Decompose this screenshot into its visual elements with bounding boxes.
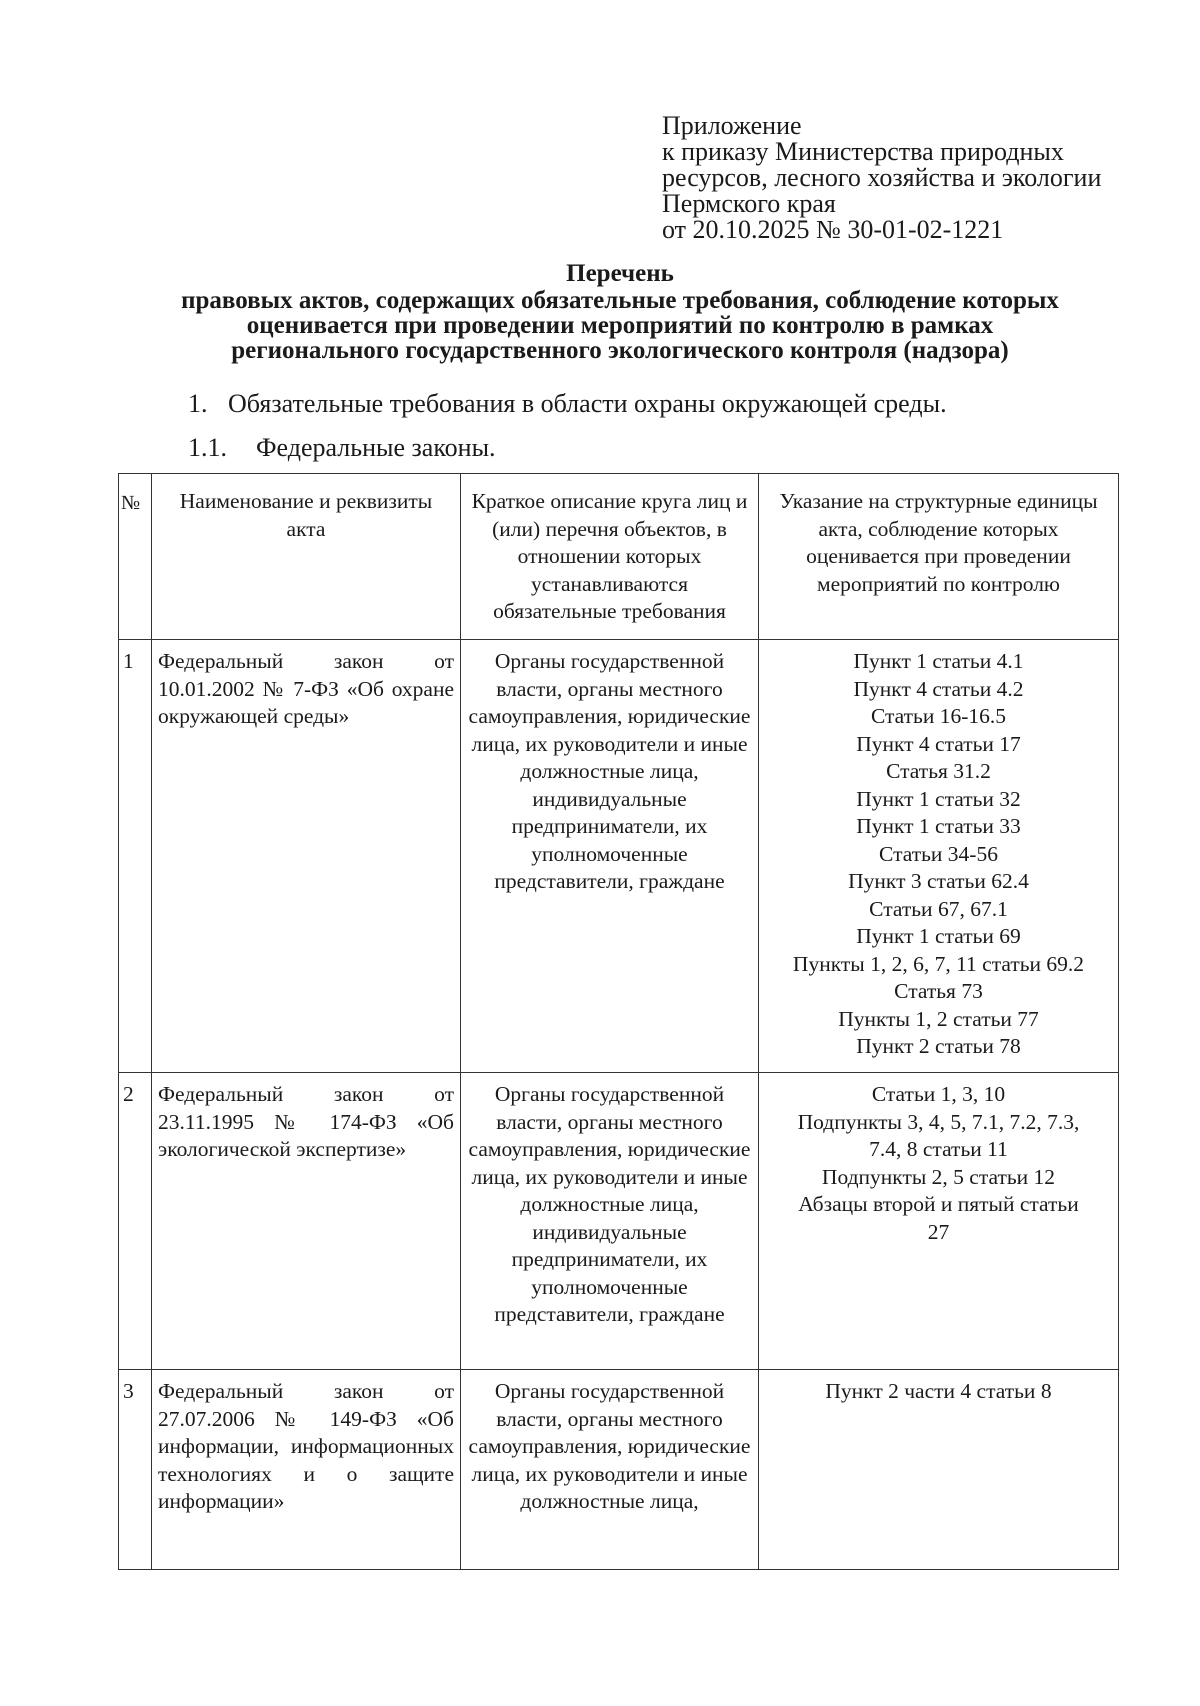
structural-units — [759, 1370, 1119, 1570]
unit-item: Пункт 1 статьи 4.1 — [853, 649, 1024, 673]
section-1-number: 1. — [188, 389, 208, 418]
unit-item: Пункт 4 статьи 4.2 — [853, 676, 1024, 701]
unit-item: Статьи 34-56 — [879, 841, 998, 866]
title-heading: Перечень — [566, 260, 674, 287]
appendix-line-2: к приказу Министерства природных — [662, 137, 1064, 166]
appendix-line-4: Пермского края — [662, 189, 836, 218]
unit-item: Подпункты 2, 5 статьи 12 — [821, 1164, 1056, 1189]
unit-item: Пункты 1, 2, 6, 7, 11 статьи 69.2 — [792, 951, 1085, 976]
unit-item: Пункт 1 статьи 69 — [856, 924, 1021, 948]
structural-units — [759, 640, 1119, 1073]
row-number: 2 — [119, 1073, 152, 1370]
row-number: 3 — [119, 1370, 152, 1570]
table-row — [119, 1370, 1119, 1570]
persons-description: Органы государственной власти, органы местного самоуправления, юридические лица, их руководители и иные должностные лица, индивидуальные предприниматели, их уполномоченные представители, граждане — [461, 640, 759, 1073]
header-number: № — [119, 474, 152, 640]
unit-item: Статья 31.2 — [886, 759, 991, 783]
unit-item: Пункт 1 статьи 33 — [856, 814, 1021, 838]
act-name: Федеральный закон от 27.07.2006 № 149-ФЗ «Об информации, информационных технологиях и о защите информации» — [152, 1370, 461, 1570]
section-1-1-number: 1.1. — [188, 433, 227, 462]
table-header-row — [119, 474, 1119, 640]
unit-item: Пункт 2 статьи 78 — [856, 1034, 1021, 1058]
header-structural-units: Указание на структурные единицы акта, соблюдение которых оценивается при проведении мероприятий по контролю — [759, 474, 1119, 640]
unit-item: Пункт 4 статьи 17 — [856, 731, 1021, 756]
section-1-heading — [188, 389, 947, 419]
title-subtitle-line-2: оценивается при проведении мероприятий по контролю в рамках — [246, 312, 994, 339]
appendix-line-1: Приложение — [662, 111, 802, 140]
unit-item: Пункты 1, 2 статьи 77 — [838, 1006, 1039, 1031]
persons-description: Органы государственной власти, органы местного самоуправления, юридические лица, их руководители и иные должностные лица, индивидуальные предприниматели, их уполномоченные представители, граждане — [461, 1073, 759, 1370]
header-persons-description: Краткое описание круга лиц и (или) перечня объектов, в отношении которых устанавливаются обязательные требования — [461, 474, 759, 640]
unit-item: Статьи 1, 3, 10 — [871, 1082, 1006, 1106]
title-subtitle-line-1: правовых актов, содержащих обязательные требования, соблюдение которых — [181, 287, 1059, 314]
unit-item: Пункт 1 статьи 32 — [856, 786, 1021, 811]
unit-item: Статья 73 — [894, 979, 983, 1003]
unit-item: Статьи 67, 67.1 — [869, 896, 1008, 921]
appendix-line-3: ресурсов, лесного хозяйства и экологии — [662, 163, 1102, 192]
title-subtitle-line-3: регионального государственного экологического контроля (надзора) — [231, 337, 1009, 364]
legal-acts-table — [118, 473, 1119, 1570]
section-1-1-text: Федеральные законы. — [256, 433, 496, 462]
act-name: Федеральный закон от 10.01.2002 № 7-ФЗ «Об охране окружающей среды» — [152, 640, 461, 1073]
appendix-line-5: от 20.10.2025 № 30-01-02-1221 — [662, 215, 1004, 244]
section-1-1-heading — [188, 433, 496, 463]
table-row — [119, 640, 1119, 1073]
structural-units — [759, 1073, 1119, 1370]
row-number: 1 — [119, 640, 152, 1073]
appendix-block — [662, 113, 1182, 243]
unit-item: Абзацы второй и пятый статьи — [798, 1192, 1079, 1216]
unit-item: Пункт 2 части 4 статьи 8 — [825, 1379, 1052, 1403]
table-row — [119, 1073, 1119, 1370]
unit-item: Подпункты 3, 4, 5, 7.1, 7.2, 7.3, — [797, 1109, 1080, 1134]
persons-description: Органы государственной власти, органы местного самоуправления, юридические лица, их руководители и иные должностные лица, — [461, 1370, 759, 1570]
unit-item: 7.4, 8 статьи 11 — [869, 1137, 1008, 1161]
document-title — [100, 261, 1140, 363]
unit-item: 27 — [927, 1219, 950, 1244]
unit-item: Пункт 3 статьи 62.4 — [848, 869, 1029, 893]
section-1-text: Обязательные требования в области охраны окружающей среды. — [228, 389, 947, 418]
act-name: Федеральный закон от 23.11.1995 № 174-ФЗ «Об экологической экспертизе» — [152, 1073, 461, 1370]
header-act-name: Наименование и реквизиты акта — [152, 474, 461, 640]
unit-item: Статьи 16-16.5 — [870, 704, 1007, 728]
